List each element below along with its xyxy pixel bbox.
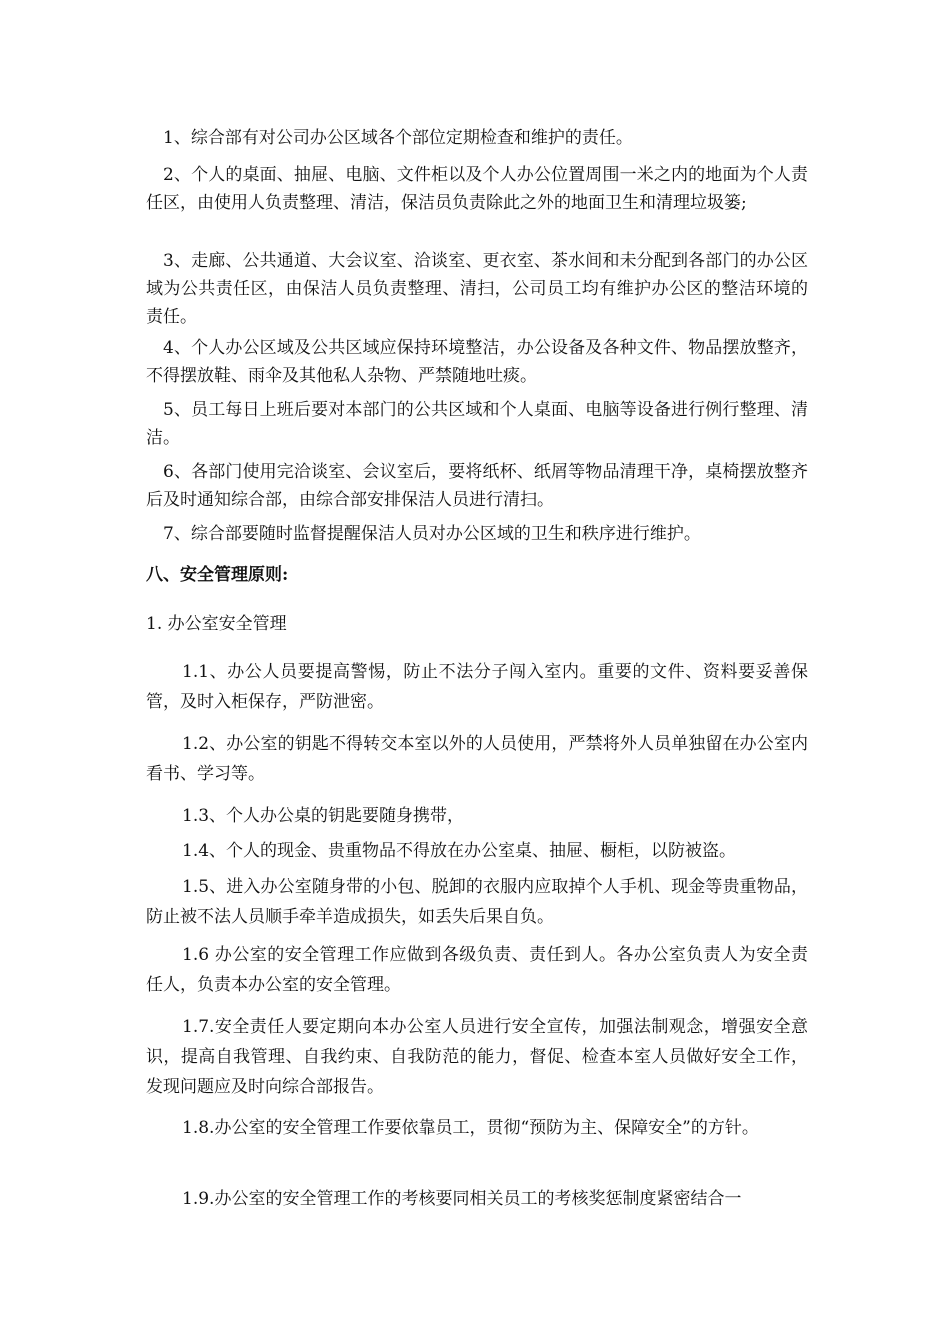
subsection1-item-2: 1.2、办公室的钥匙不得转交本室以外的人员使用，严禁将外人员单独留在办公室内看书、学习等。 [146, 734, 808, 784]
subsection1-item-9: 1.9.办公室的安全管理工作的考核要同相关员工的考核奖惩制度紧密结合一 [182, 1189, 742, 1209]
section7-item-7: 7、综合部要随时监督提醒保洁人员对办公区域的卫生和秩序进行维护。 [163, 524, 701, 544]
section7-item-2: 2、个人的桌面、抽屉、电脑、文件柜以及个人办公位置周围一米之内的地面为个人责任区，由使用人负责整理、清洁，保洁员负责除此之外的地面卫生和清理垃圾篓; [146, 165, 808, 213]
section7-item-5: 5、员工每日上班后要对本部门的公共区域和个人桌面、电脑等设备进行例行整理、清洁。 [146, 400, 808, 448]
subsection1-item-5: 1.5、进入办公室随身带的小包、脱卸的衣服内应取掉个人手机、现金等贵重物品，防止被不法人员顺手牵羊造成损失，如丢失后果自负。 [146, 877, 808, 927]
subsection1-item-8: 1.8.办公室的安全管理工作要依靠员工，贯彻“预防为主、保障安全”的方针。 [182, 1118, 759, 1138]
subsection1-item-6: 1.6 办公室的安全管理工作应做到各级负责、责任到人。各办公室负责人为安全责任人，负责本办公室的安全管理。 [146, 945, 808, 995]
section7-item-3: 3、走廊、公共通道、大会议室、洽谈室、更衣室、茶水间和未分配到各部门的办公区域为公共责任区，由保洁人员负责整理、清扫，公司员工均有维护办公区的整洁环境的责任。 [146, 251, 808, 327]
subsection1-item-4: 1.4、个人的现金、贵重物品不得放在办公室桌、抽屉、橱柜，以防被盗。 [182, 841, 737, 861]
subsection1-item-3: 1.3、个人办公桌的钥匙要随身携带， [182, 806, 465, 826]
subsection1-title: 1. 办公室安全管理 [146, 614, 287, 634]
subsection1-item-7: 1.7.安全责任人要定期向本办公室人员进行安全宣传，加强法制观念，增强安全意识，提高自我管理、自我约束、自我防范的能力，督促、检查本室人员做好安全工作，发现问题应及时向综合部报告。 [146, 1017, 808, 1097]
section8-heading: 八、安全管理原则: [146, 565, 289, 585]
subsection1-item-1: 1.1、办公人员要提高警惕，防止不法分子闯入室内。重要的文件、资料要妥善保管，及时入柜保存，严防泄密。 [146, 662, 808, 712]
section7-item-1: 1、综合部有对公司办公区域各个部位定期检查和维护的责任。 [163, 128, 633, 148]
section7-item-6: 6、各部门使用完洽谈室、会议室后，要将纸杯、纸屑等物品清理干净，桌椅摆放整齐后及时通知综合部，由综合部安排保洁人员进行清扫。 [146, 462, 808, 510]
section7-item-4: 4、个人办公区域及公共区域应保持环境整洁，办公设备及各种文件、物品摆放整齐，不得摆放鞋、雨伞及其他私人杂物、严禁随地吐痰。 [146, 338, 808, 386]
